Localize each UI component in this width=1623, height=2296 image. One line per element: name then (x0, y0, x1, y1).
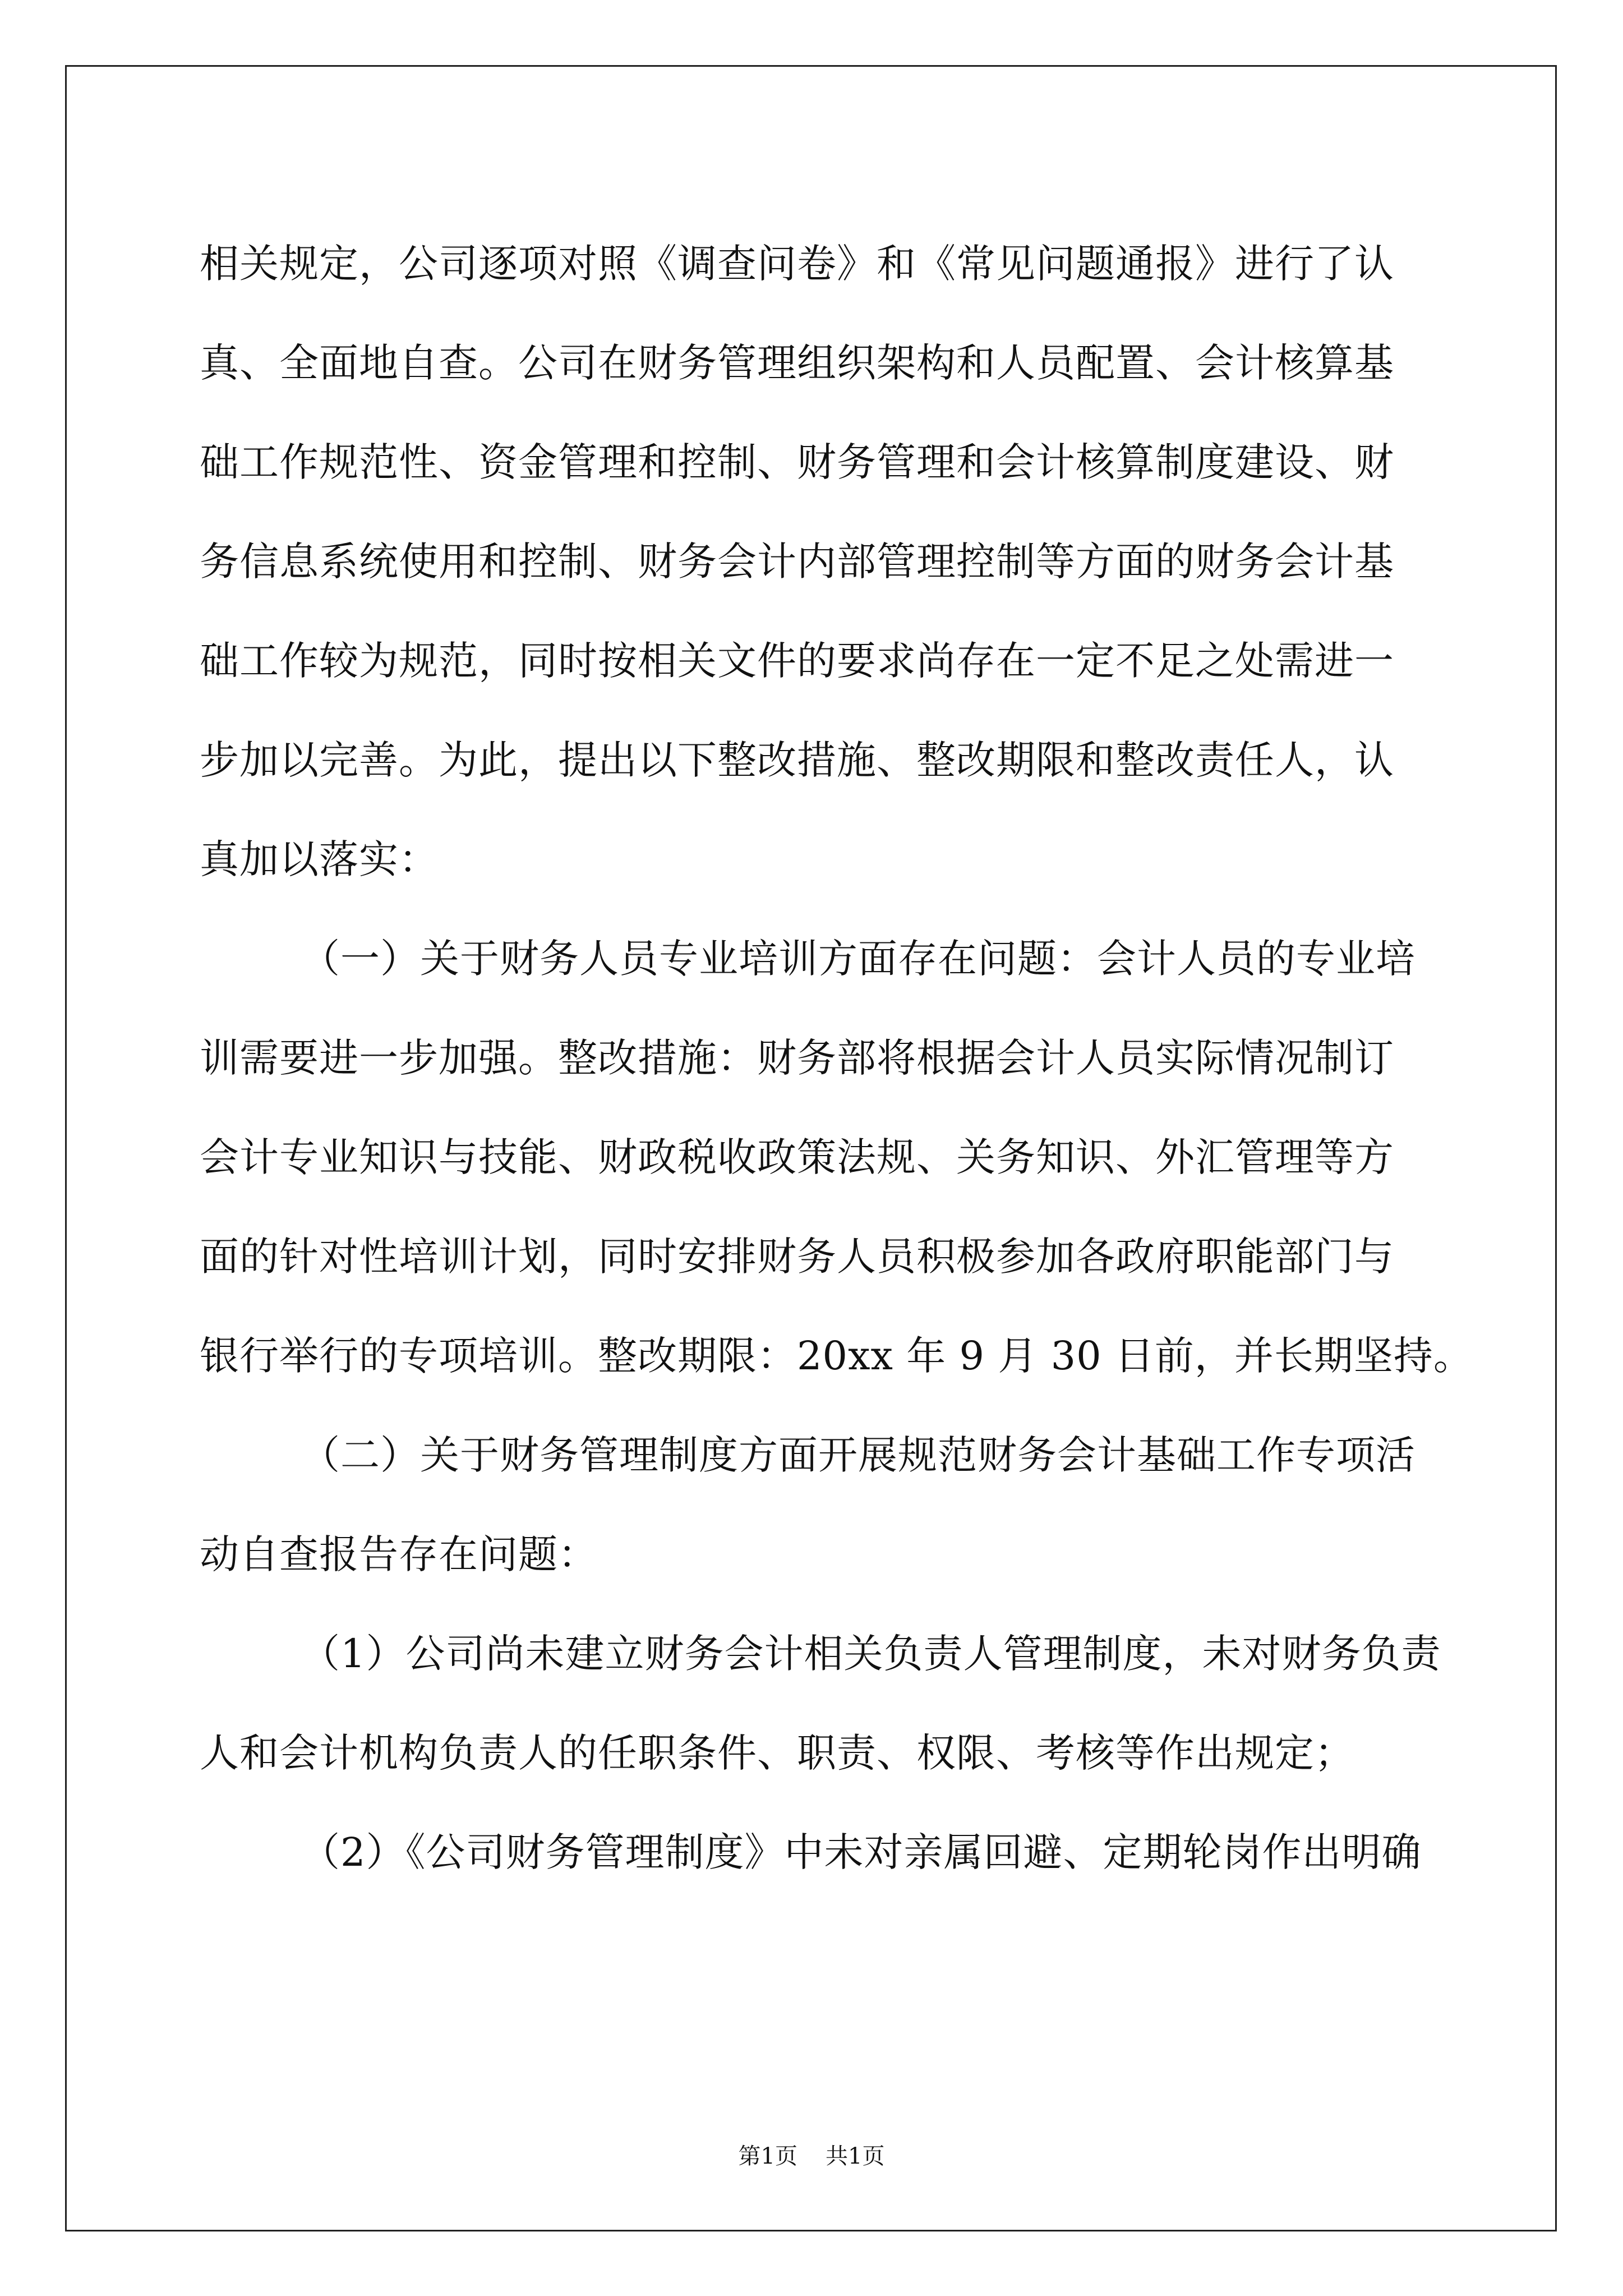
body-line: 动自查报告存在问题： (200, 1531, 598, 1577)
body-line: （1）公司尚未建立财务会计相关负责人管理制度，未对财务负责 (301, 1631, 1441, 1677)
body-line: 步加以完善。为此，提出以下整改措施、整改期限和整改责任人，认 (200, 737, 1394, 783)
body-line: 银行举行的专项培训。整改期限：20xx 年 9 月 30 日前，并长期坚持。 (200, 1333, 1473, 1379)
body-line: 面的针对性培训计划，同时安排财务人员积极参加各政府职能部门与 (200, 1234, 1394, 1280)
body-line: 人和会计机构负责人的任职条件、职责、权限、考核等作出规定； (200, 1730, 1354, 1776)
body-line: 训需要进一步加强。整改措施：财务部将根据会计人员实际情况制订 (200, 1035, 1394, 1081)
body-line: （一）关于财务人员专业培训方面存在问题：会计人员的专业培 (301, 936, 1415, 982)
body-line: 真加以落实： (200, 836, 439, 882)
page-footer (0, 2138, 1623, 2170)
body-line: 础工作规范性、资金管理和控制、财务管理和会计核算制度建设、财 (200, 439, 1394, 485)
document-body (200, 214, 1473, 1902)
page-number-total: 共1页 (826, 2143, 885, 2169)
body-line: （2）《公司财务管理制度》中未对亲属回避、定期轮岗作出明确 (301, 1829, 1422, 1875)
body-line: 会计专业知识与技能、财政税收政策法规、关务知识、外汇管理等方 (200, 1134, 1394, 1180)
body-line: 相关规定，公司逐项对照《调查问卷》和《常见问题通报》进行了认 (200, 241, 1394, 287)
body-line: （二）关于财务管理制度方面开展规范财务会计基础工作专项活 (301, 1432, 1415, 1478)
body-line: 真、全面地自查。公司在财务管理组织架构和人员配置、会计核算基 (200, 340, 1394, 386)
body-line: 务信息系统使用和控制、财务会计内部管理控制等方面的财务会计基 (200, 539, 1394, 585)
page-number-current: 第1页 (738, 2143, 797, 2169)
body-line: 础工作较为规范，同时按相关文件的要求尚存在一定不足之处需进一 (200, 638, 1394, 684)
